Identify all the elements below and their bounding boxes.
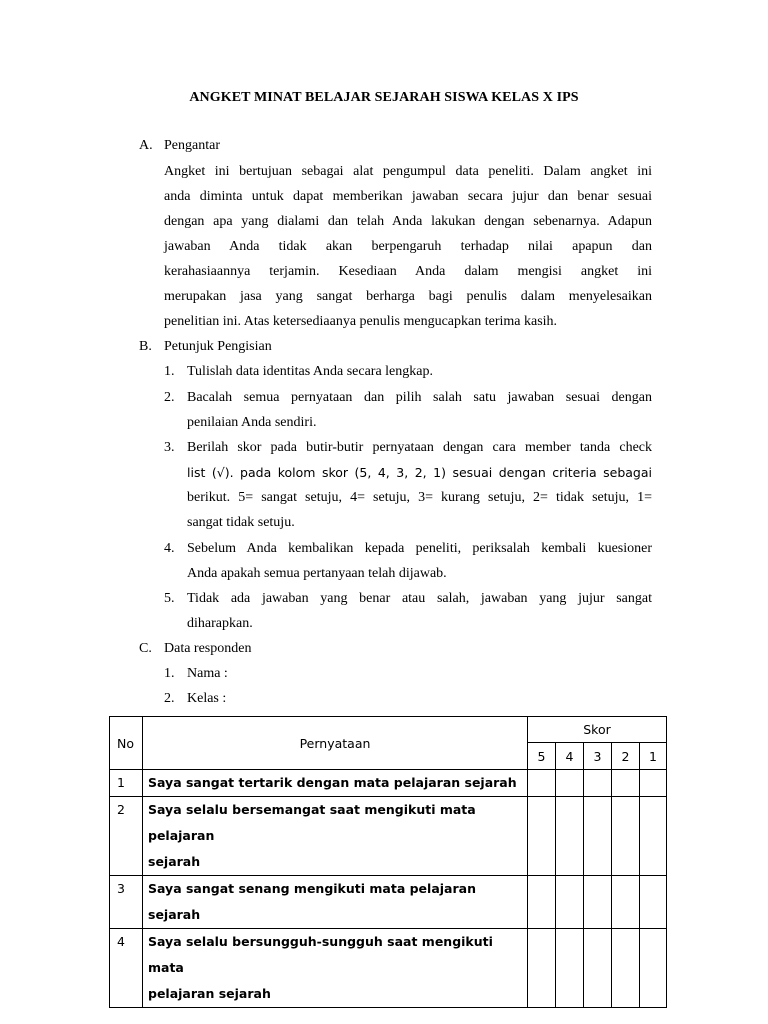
score-value-5: 5 [528, 743, 556, 770]
statement-text: Saya sangat senang mengikuti mata pelajaran sejarah [148, 881, 476, 922]
paragraph-line: kerahasiaannya terjamin. Kesediaan Anda dalam mengisi angket ini [164, 264, 652, 279]
section-a-label: A. [139, 138, 153, 153]
section-c-heading: Data responden [164, 641, 252, 656]
score-cell[interactable] [612, 797, 640, 876]
statement-text: pelajaran sejarah [148, 986, 271, 1001]
score-cell[interactable] [528, 876, 556, 929]
list-number: 2. [164, 390, 175, 405]
list-number: 2. [164, 691, 175, 706]
row-number: 1 [110, 770, 143, 797]
score-cell[interactable] [528, 770, 556, 797]
paragraph-line: penelitian ini. Atas ketersediaanya penulis mengucapkan terima kasih. [164, 314, 558, 329]
score-cell[interactable] [584, 770, 612, 797]
score-cell[interactable] [640, 797, 667, 876]
list-number: 4. [164, 541, 175, 556]
score-table [109, 716, 667, 1008]
score-cell[interactable] [556, 929, 584, 1008]
score-cell[interactable] [584, 929, 612, 1008]
statement-text: Saya selalu bersungguh-sungguh saat mengikuti mata [148, 934, 493, 975]
section-b-heading: Petunjuk Pengisian [164, 339, 272, 354]
list-number: 1. [164, 364, 175, 379]
header-statement: Pernyataan [143, 717, 528, 770]
header-no: No [110, 717, 143, 770]
statement-cell [143, 876, 528, 929]
score-cell[interactable] [556, 770, 584, 797]
paragraph-line: anda diminta untuk dapat memberikan jawaban secara jujur dan benar sesuai [164, 189, 652, 204]
score-value-2: 2 [612, 743, 640, 770]
table-row [110, 770, 667, 797]
section-b-label: B. [139, 339, 152, 354]
score-value-4: 4 [556, 743, 584, 770]
document-title: ANGKET MINAT BELAJAR SEJARAH SISWA KELAS X IPS [189, 90, 579, 105]
score-cell[interactable] [640, 770, 667, 797]
score-cell[interactable] [528, 797, 556, 876]
instruction-line: Tulislah data identitas Anda secara lengkap. [187, 364, 433, 379]
score-value-1: 1 [640, 743, 667, 770]
paragraph-line: dengan apa yang dialami dan telah Anda lakukan dengan sebenarnya. Adapun [164, 214, 652, 229]
score-cell[interactable] [528, 929, 556, 1008]
score-cell[interactable] [556, 797, 584, 876]
row-number: 2 [110, 797, 143, 876]
instruction-line: berikut. 5= sangat setuju, 4= setuju, 3= kurang setuju, 2= tidak setuju, 1= [187, 490, 652, 505]
score-cell[interactable] [612, 929, 640, 1008]
list-number: 1. [164, 666, 175, 681]
score-cell[interactable] [556, 876, 584, 929]
score-cell[interactable] [584, 797, 612, 876]
statement-cell [143, 929, 528, 1008]
instruction-line: penilaian Anda sendiri. [187, 415, 317, 430]
score-cell[interactable] [584, 876, 612, 929]
paragraph-line: jawaban Anda tidak akan berpengaruh terhadap nilai apapun dan [164, 239, 652, 254]
respondent-name-field: Nama : [187, 666, 228, 681]
list-number: 5. [164, 591, 175, 606]
table-header-row [110, 717, 667, 743]
table-row [110, 929, 667, 1008]
instruction-line: sangat tidak setuju. [187, 515, 295, 530]
instruction-line: Berilah skor pada butir-butir pernyataan dengan cara member tanda check [187, 440, 652, 455]
statement-text: Saya sangat tertarik dengan mata pelajaran sejarah [148, 775, 517, 790]
statement-cell [143, 770, 528, 797]
score-cell[interactable] [612, 876, 640, 929]
paragraph-line: Angket ini bertujuan sebagai alat pengumpul data peneliti. Dalam angket ini [164, 164, 652, 179]
score-cell[interactable] [640, 929, 667, 1008]
instruction-line: Tidak ada jawaban yang benar atau salah, jawaban yang jujur sangat [187, 591, 652, 606]
list-number: 3. [164, 440, 175, 455]
instruction-line: Anda apakah semua pertanyaan telah dijawab. [187, 566, 447, 581]
statement-text: Saya selalu bersemangat saat mengikuti mata pelajaran [148, 802, 476, 843]
section-c-label: C. [139, 641, 152, 656]
instruction-line: Sebelum Anda kembalikan kepada peneliti, periksalah kembali kuesioner [187, 541, 652, 556]
respondent-class-field: Kelas : [187, 691, 227, 706]
instruction-line: Bacalah semua pernyataan dan pilih salah satu jawaban sesuai dengan [187, 390, 652, 405]
statement-text: sejarah [148, 854, 201, 869]
score-value-3: 3 [584, 743, 612, 770]
score-cell[interactable] [640, 876, 667, 929]
table-row [110, 797, 667, 876]
row-number: 4 [110, 929, 143, 1008]
instruction-line: list (√). pada kolom skor (5, 4, 3, 2, 1) sesuai dengan criteria sebagai [187, 465, 652, 480]
table-row [110, 876, 667, 929]
section-a-heading: Pengantar [164, 138, 220, 153]
header-score: Skor [528, 717, 667, 743]
row-number: 3 [110, 876, 143, 929]
statement-cell [143, 797, 528, 876]
score-cell[interactable] [612, 770, 640, 797]
instruction-line: diharapkan. [187, 616, 253, 631]
paragraph-line: merupakan jasa yang sangat berharga bagi penulis dalam menyelesaikan [164, 289, 652, 304]
